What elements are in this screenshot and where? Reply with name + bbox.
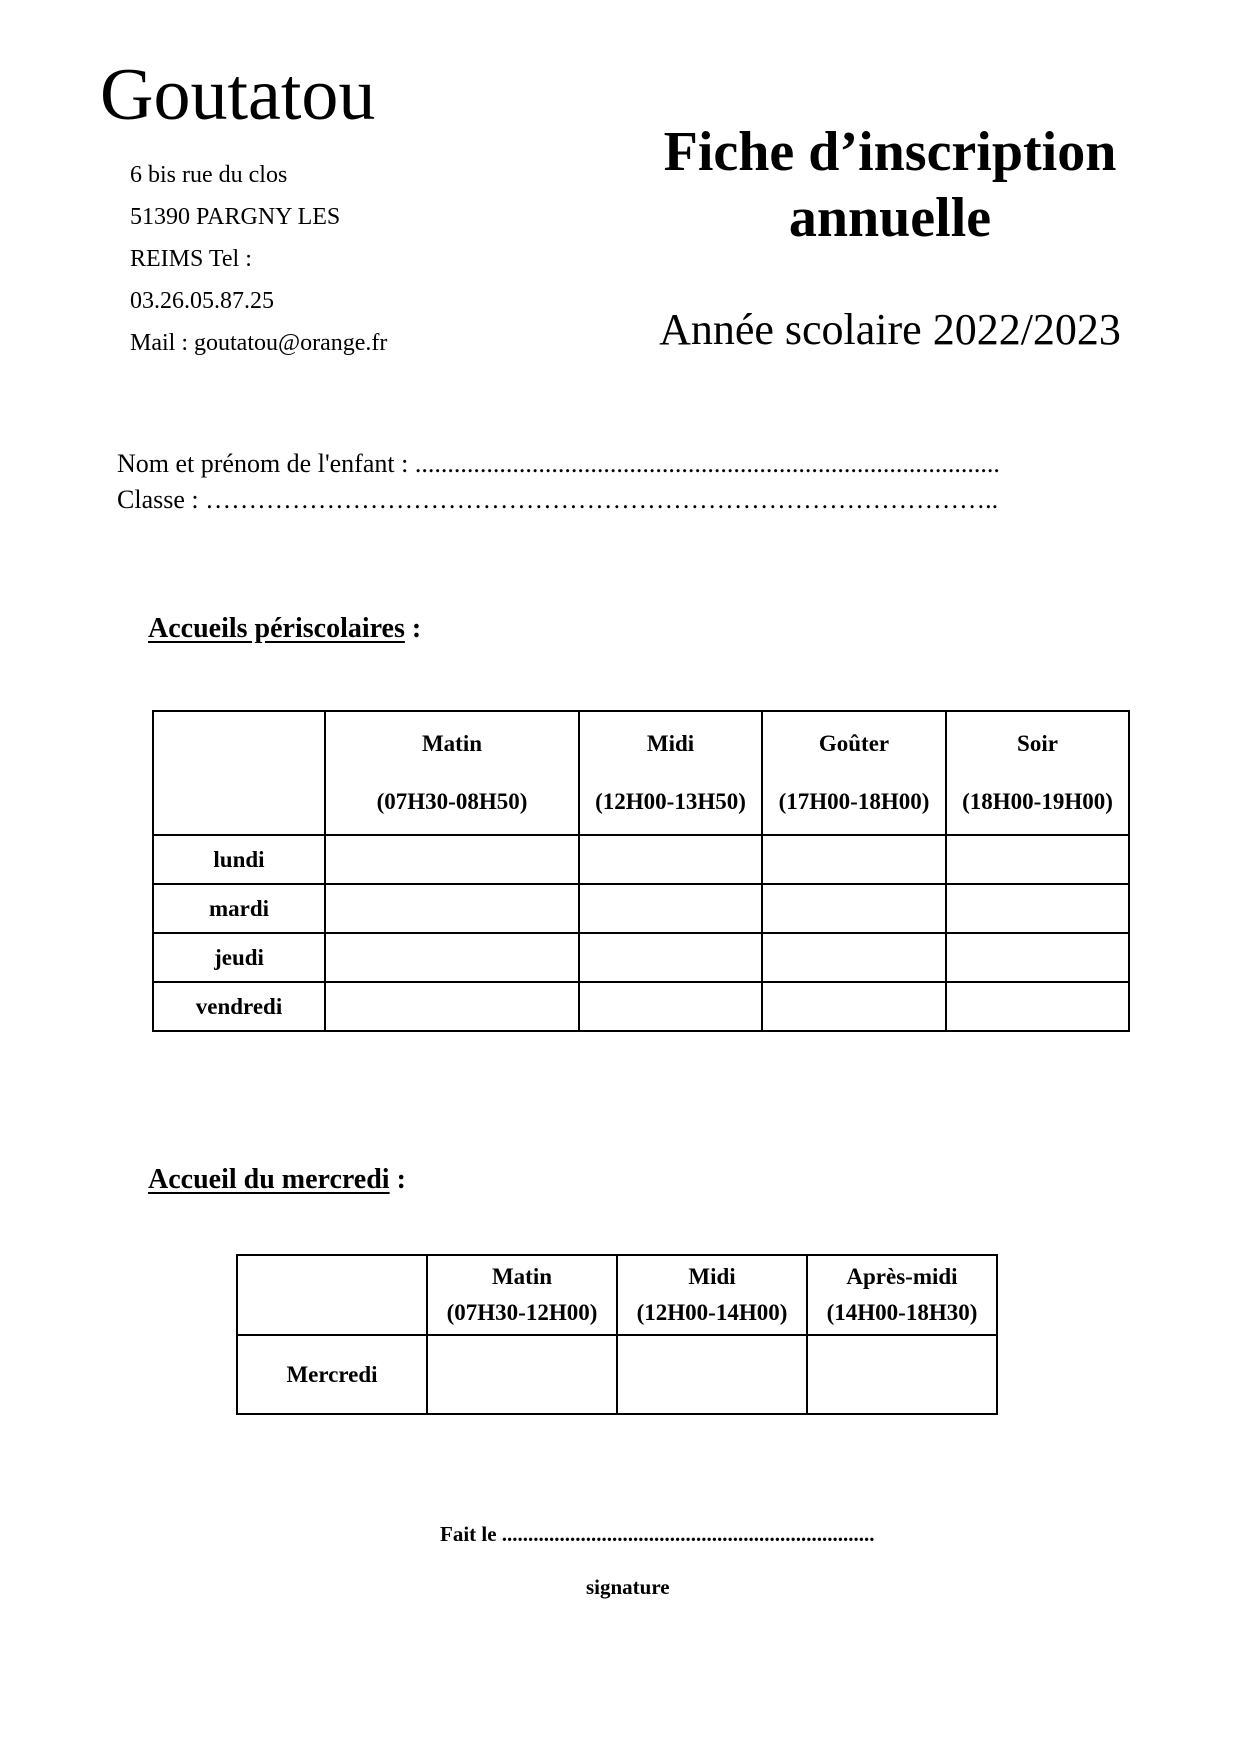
column-header-matin <box>427 1255 617 1335</box>
column-time: (07H30-12H00) <box>446 1300 598 1325</box>
checkbox-cell[interactable] <box>617 1335 807 1414</box>
checkbox-cell[interactable] <box>325 982 579 1031</box>
checkbox-cell[interactable] <box>946 982 1129 1031</box>
table-row <box>237 1335 997 1414</box>
address-line: 03.26.05.87.25 <box>130 288 274 314</box>
row-label-lundi: lundi <box>153 835 325 884</box>
table-row <box>153 835 1129 884</box>
checkbox-cell[interactable] <box>579 884 762 933</box>
column-time: (18H00-19H00) <box>962 789 1113 814</box>
checkbox-cell[interactable] <box>946 884 1129 933</box>
mercredi-title-text: Accueil du mercredi <box>148 1164 390 1195</box>
form-title-line2: annuelle <box>788 187 992 249</box>
column-header-matin <box>325 711 579 835</box>
column-header-midi <box>617 1255 807 1335</box>
periscolaire-title-suffix: : <box>404 613 422 644</box>
column-time: (14H00-18H30) <box>826 1300 978 1325</box>
checkbox-cell[interactable] <box>946 835 1129 884</box>
checkbox-cell[interactable] <box>762 982 946 1031</box>
column-time: (07H30-08H50) <box>376 789 528 814</box>
checkbox-cell[interactable] <box>946 933 1129 982</box>
signature-label: signature <box>586 1575 670 1599</box>
mercredi-section-title <box>148 1163 406 1197</box>
row-label-vendredi: vendredi <box>153 982 325 1031</box>
checkbox-cell[interactable] <box>579 982 762 1031</box>
column-header-soir <box>946 711 1129 835</box>
column-header-apres-midi <box>807 1255 997 1335</box>
school-year: Année scolaire 2022/2023 <box>659 305 1121 354</box>
checkbox-cell[interactable] <box>325 884 579 933</box>
checkbox-cell[interactable] <box>807 1335 997 1414</box>
checkbox-cell[interactable] <box>325 835 579 884</box>
periscolaire-table <box>152 710 1130 1032</box>
table-row <box>153 982 1129 1031</box>
periscolaire-section-title <box>148 612 421 646</box>
column-time: (12H00-14H00) <box>636 1300 788 1325</box>
column-name: Goûter <box>818 731 890 756</box>
address-line: 51390 PARGNY LES <box>130 204 341 230</box>
column-name: Soir <box>1017 731 1058 756</box>
address-line: REIMS Tel : <box>130 246 252 272</box>
row-label-mercredi: Mercredi <box>237 1335 427 1414</box>
checkbox-cell[interactable] <box>762 884 946 933</box>
date-field[interactable]: Fait le ....................................................................... <box>440 1522 875 1546</box>
organization-name: Goutatou <box>100 54 376 136</box>
corner-cell <box>153 711 325 835</box>
checkbox-cell[interactable] <box>427 1335 617 1414</box>
table-row <box>153 884 1129 933</box>
checkbox-cell[interactable] <box>325 933 579 982</box>
column-name: Matin <box>491 1264 553 1289</box>
checkbox-cell[interactable] <box>762 835 946 884</box>
address-line: 6 bis rue du clos <box>130 162 288 188</box>
corner-cell <box>237 1255 427 1335</box>
child-name-field[interactable]: Nom et prénom de l'enfant : .......................................................................................... <box>117 449 1000 478</box>
table-header-row <box>153 711 1129 835</box>
column-name: Matin <box>421 731 483 756</box>
checkbox-cell[interactable] <box>579 835 762 884</box>
class-field[interactable]: Classe : ……………………………………………………………………………….. <box>117 485 999 514</box>
row-label-jeudi: jeudi <box>153 933 325 982</box>
column-time: (12H00-13H50) <box>595 789 746 814</box>
periscolaire-title-text: Accueils périscolaires <box>148 613 405 644</box>
column-name: Midi <box>688 1264 736 1289</box>
row-label-mardi: mardi <box>153 884 325 933</box>
table-header-row <box>237 1255 997 1335</box>
column-header-gouter <box>762 711 946 835</box>
email-line: Mail : goutatou@orange.fr <box>130 330 388 356</box>
column-name: Midi <box>646 731 695 756</box>
mercredi-title-suffix: : <box>389 1164 406 1195</box>
column-header-midi <box>579 711 762 835</box>
checkbox-cell[interactable] <box>579 933 762 982</box>
column-name: Après-midi <box>846 1264 958 1289</box>
table-row <box>153 933 1129 982</box>
mercredi-table <box>236 1254 998 1415</box>
column-time: (17H00-18H00) <box>778 789 930 814</box>
checkbox-cell[interactable] <box>762 933 946 982</box>
form-title-line1: Fiche d’inscription <box>663 121 1117 183</box>
